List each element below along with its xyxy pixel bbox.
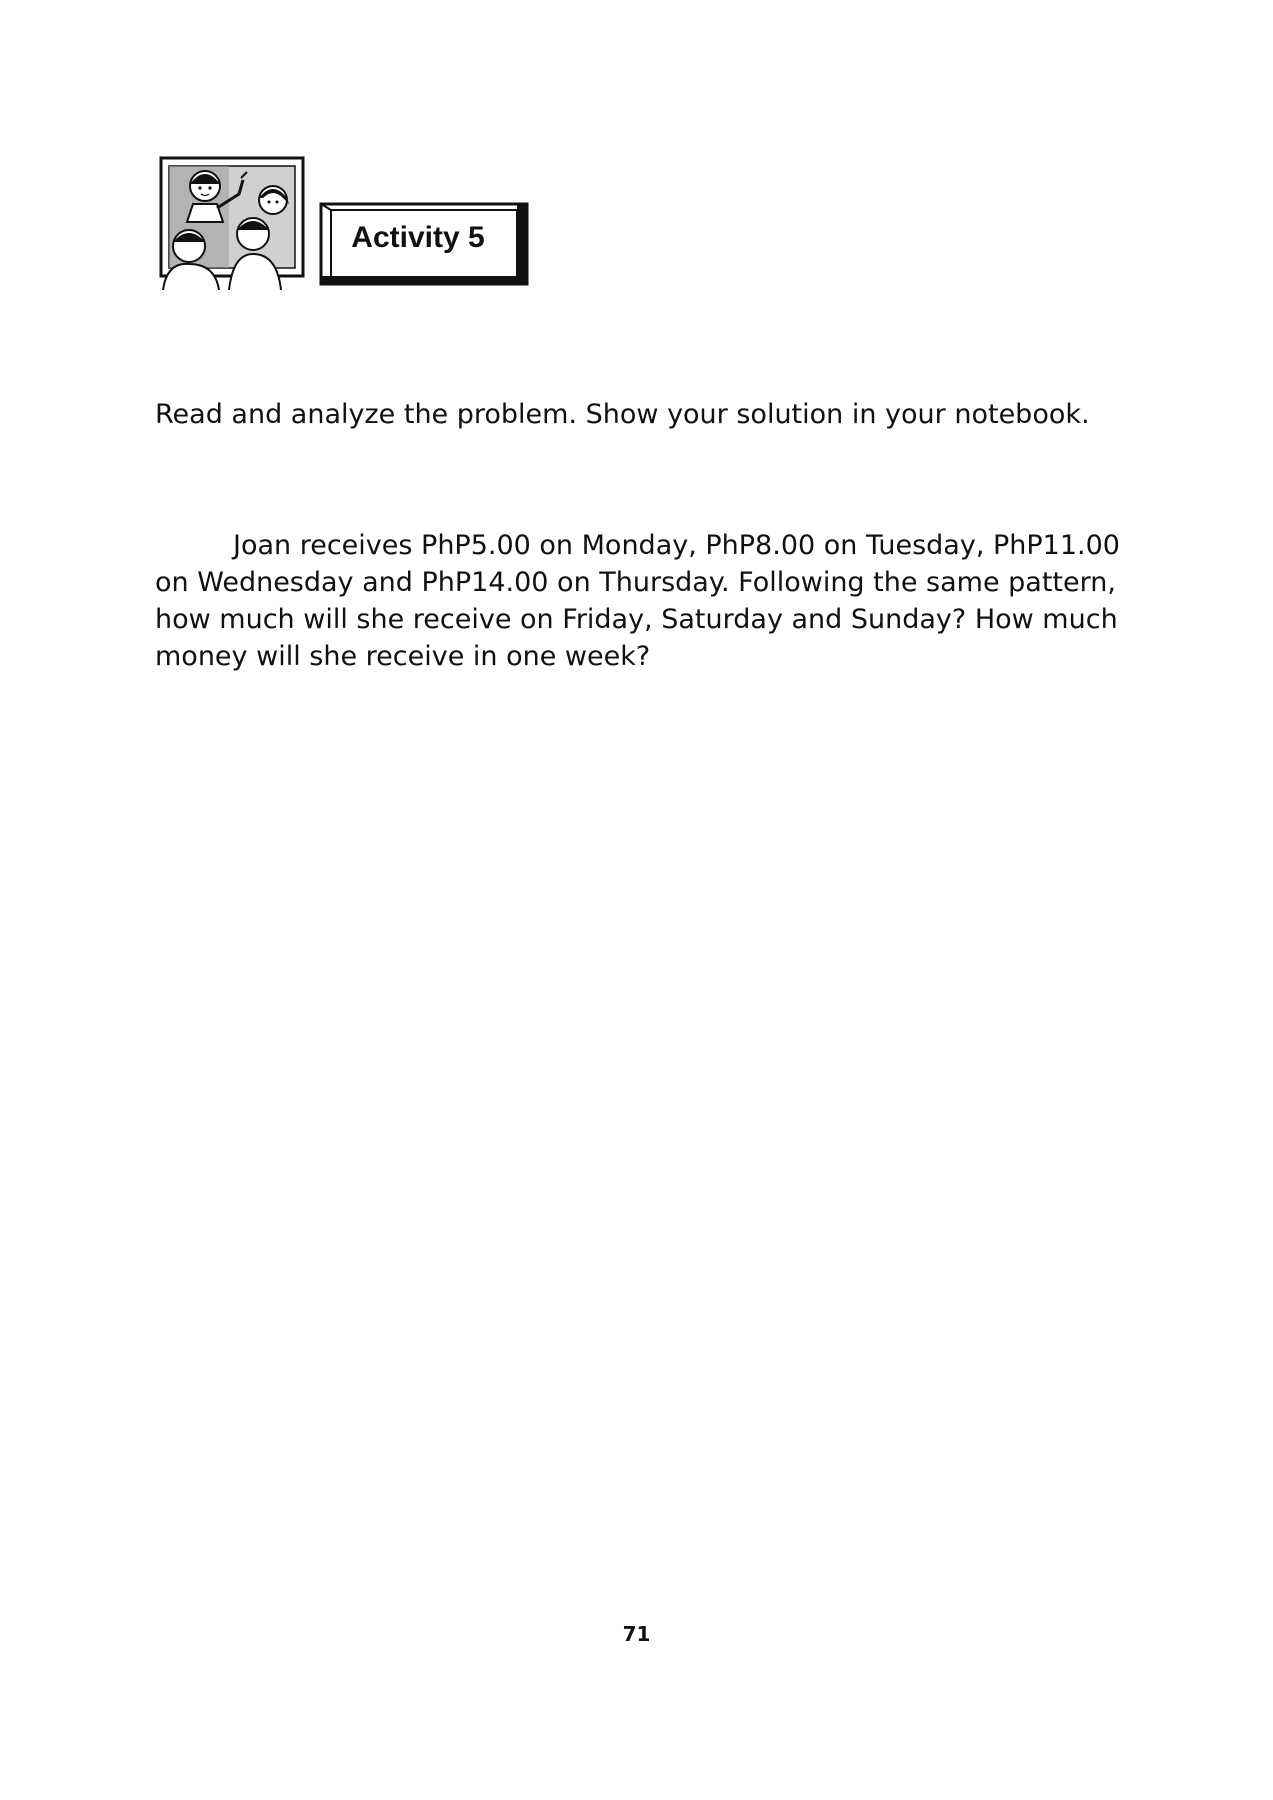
instructions-text: Read and analyze the problem. Show your solution in your notebook.	[155, 399, 1090, 430]
activity-header	[155, 150, 535, 290]
problem-text: Joan receives PhP5.00 on Monday, PhP8.00 on Tuesday, PhP11.00 on Wednesday and PhP14.00 on Thursday. Following the same pattern, how much will she receive on Friday, Saturday and Sunday? How much money will she receive in one week?	[155, 530, 1120, 672]
activity-title: Activity 5	[351, 221, 485, 254]
page-number: 71	[622, 1622, 651, 1646]
